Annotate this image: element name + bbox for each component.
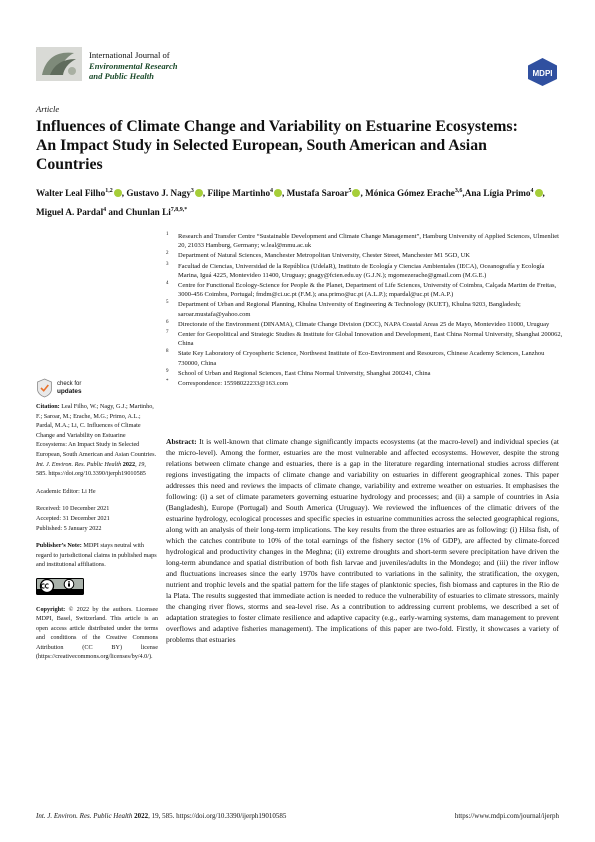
affiliation-list xyxy=(166,232,566,389)
received-date: Received: 10 December 2021 xyxy=(36,505,110,513)
author-affiliation-sup: 7,8,9,* xyxy=(170,207,188,214)
orcid-icon[interactable] xyxy=(195,189,203,197)
author-separator: , xyxy=(542,188,545,199)
published-date: Published: 5 January 2022 xyxy=(36,524,102,532)
check-for-updates-button[interactable] xyxy=(36,378,158,398)
accepted-date: Accepted: 31 December 2021 xyxy=(36,514,110,522)
affiliation-item xyxy=(166,379,566,388)
citation-doi-link[interactable]: , 585. https://doi.org/10.3390/ijerph19010585 xyxy=(36,460,146,478)
affiliation-text: Research and Transfer Centre “Sustainable Development and Climate Change Management”, Hamburg University of Applied Sciences, Ulmenliet 20, 21033 Hamburg, Germany; w.leal@mmu.ac.uk xyxy=(178,233,559,250)
publisher-note-text: MDPI stays neutral with regard to jurisdictional claims in published maps and institutional affiliations. xyxy=(36,542,157,569)
affiliation-number: 6 xyxy=(166,319,169,325)
affiliation-item xyxy=(166,349,566,367)
author-affiliation-sup: 5 xyxy=(348,188,352,194)
author-separator: , xyxy=(360,188,366,199)
dates-block xyxy=(36,504,158,533)
affiliation-text: Center for Geopolitical and Strategic Studies & Institute for Global Innovation and Development, East China Normal University, Shanghai 200062, China xyxy=(178,331,563,348)
affiliation-text: Department of Natural Sciences, Manchester Metropolitan University, Chester Street, Manchester M1 5GD, UK xyxy=(178,252,470,260)
article-sidebar xyxy=(36,378,158,662)
author-affiliation-sup: 1,2 xyxy=(105,188,113,194)
author-name: Miguel A. Pardal xyxy=(36,207,104,218)
author-list xyxy=(36,183,566,221)
affiliation-item xyxy=(166,320,566,329)
author-name: Ana Lígia Primo xyxy=(464,188,531,199)
publisher-note xyxy=(36,541,158,570)
affiliation-number: 7 xyxy=(166,330,169,336)
journal-name xyxy=(89,50,178,82)
orcid-icon[interactable] xyxy=(535,189,543,197)
author-name: Gustavo J. Nagy xyxy=(126,188,191,199)
citation-block: Citation: Leal Filho, W.; Nagy, G.J.; Martinho, F.; Saroar, M.; Erache, M.G.; Primo, A.L.; Pardal, M.A.; Li, C. Influences of Climate Change and Variability on Estuarine Ecosystems: An Impact Study in Selected European, South American and Asian Countries. Int. J. Environ. Res. Public Health 2022, 19, 585. https://doi.org/10.3390/ijerph19010585 xyxy=(36,403,157,478)
footer-year: 2022 xyxy=(134,812,149,820)
affiliation-item xyxy=(166,300,566,318)
author-separator: , xyxy=(202,188,208,199)
abstract-text: It is well-known that climate change significantly impacts ecosystems (at the macro-level) and individual species (at the micro-level). Among the former, estuaries are the most vulnerable and affected ecosystems. However, despite the strong relations between climate change and estuaries, there is a gap in the literature regarding international studies across different regions investigating the impacts of climate change and variability on estuaries in different geographical zones. This paper addresses this need and reviews the impacts of climate change, variability and extreme weather on estuaries. It emphasises the following: (i) a set of climate parameters governing estuarine hydrology and processes; and (ii) a sample of countries in Asia (Bangladesh), Europe (Portugal) and South America (Uruguay). We reviewed the influences of the climatic drivers of the estuarine hydrology, ecological processes and specific species in estuarine communities across the selected geographical regions, along with an analysis of their long-term implications. The key results from the three estuaries are as following: (i) Hilsa fish, of which the catches contribute to 10% of the total earnings of the fishery sector (1% of GDP), are affected by climate-forced hydrological and productivity changes in the Meghna; (ii) extreme droughts and short-term severe precipitation have driven the long-term abundance and spatial distribution of both fish larvae and juveniles/adults in the Mondego; and (iii) the river inflow and fluctuations increases since the early 1970s have contributed to variations in the salinity, the stratification, the oxygen, nutrient and trophic levels and the spatial pattern for the life stages of planktonic species, fish biomass and captures in the Rio de la Plata. The results suggested that immediate action is needed to reduce the vulnerability of estuaries to climate stressors, mainly the changing river flows, storms and sea-level rise. As a contribution to addressing current problems, we described a set of adaptation strategies to foster climate resilience and adaptive capacity (e.g., early-warning systems, dam management to prevent overflows and adaptive fisheries management). The implications of this paper are two-fold. Firstly, it showcases a variety of problems that estuaries xyxy=(166,437,559,644)
affiliation-item xyxy=(166,232,566,250)
citation-year: 2022 xyxy=(122,460,136,468)
academic-editor: Academic Editor: Li He xyxy=(36,487,96,495)
footer-journal: Int. J. Environ. Res. Public Health xyxy=(36,812,133,820)
author-separator: and xyxy=(106,207,126,218)
author-name: Filipe Martinho xyxy=(207,188,271,199)
author-name: Walter Leal Filho xyxy=(36,188,106,199)
article-type: Article xyxy=(36,104,60,114)
abstract-label: Abstract: xyxy=(166,437,197,446)
citation-volume: 19 xyxy=(138,460,145,468)
author-separator: , xyxy=(121,188,127,199)
affiliation-text: Facultad de Ciencias, Universidad de la República (UdelaR), Instituto de Ecología y Ciencias Ambientales (IECA), Oceanografía y Ecología Marina, Iguá 4225, Montevideo 11400, Uruguay; gnagy@fcien.edu.uy (G.J.N.); mgomezerache@gmail.com (M.G.E.) xyxy=(178,262,545,279)
affiliation-text: School of Urban and Regional Sciences, East China Normal University, Shanghai 200241, China xyxy=(178,369,431,377)
affiliation-number: 4 xyxy=(166,281,169,287)
author-separator: , xyxy=(462,188,465,199)
journal-name-line2: Environmental Research xyxy=(89,60,178,71)
author-affiliation-sup: 4 xyxy=(530,188,534,194)
affiliation-number: 3 xyxy=(166,261,169,267)
journal-name-line3: and Public Health xyxy=(89,71,154,81)
mdpi-logo-text: MDPI xyxy=(532,69,553,78)
article-title: Influences of Climate Change and Variability on Estuarine Ecosystems: An Impact Study in Selected European, South American and Asian Countries xyxy=(36,118,518,173)
citation-label: Citation: xyxy=(36,403,60,410)
check-for-updates-icon xyxy=(36,378,53,398)
cc-by-license-icon[interactable] xyxy=(36,578,84,595)
affiliation-number: 5 xyxy=(166,300,169,306)
affiliation-item xyxy=(166,330,566,348)
copyright-block xyxy=(36,605,158,663)
author-name: Mustafa Saroar xyxy=(286,188,349,199)
affiliation-number: 1 xyxy=(166,232,169,237)
affiliation-text: Centre for Functional Ecology-Science for People & the Planet, Department of Life Sciences, University of Coimbra, Calçada Martim de Freitas, 3000-456 Coimbra, Portugal; fmdm@ci.uc.pt (F.M.); ana.primo@uc.pt (A.L.P.); mpardal@uc.pt (M.A.P.) xyxy=(178,282,557,299)
author-name: Mónica Gómez Erache xyxy=(365,188,455,199)
affiliation-item xyxy=(166,251,566,260)
copyright-text: © 2022 by the authors. Licensee MDPI, Basel, Switzerland. This article is an open access article distributed under the terms and conditions of the Creative Commons Attribution (CC BY) license (https://creativecommons.org/licenses/by/4.0/). xyxy=(36,605,158,661)
affiliation-item xyxy=(166,262,566,280)
footer-citation xyxy=(36,812,286,820)
journal-header xyxy=(36,47,559,87)
citation-text: Leal Filho, W.; Nagy, G.J.; Martinho, F.; Saroar, M.; Erache, M.G.; Primo, A.L.; Pardal, M.A.; Li, C. Influences of Climate Change and Variability on Estuarine Ecosystems: An Impact Study in Selected European, South American and Asian Countries. xyxy=(36,403,157,458)
affiliation-item xyxy=(166,369,566,378)
affiliation-number: 9 xyxy=(166,368,169,374)
orcid-icon[interactable] xyxy=(114,189,122,197)
affiliation-item xyxy=(166,281,566,299)
affiliation-number: 8 xyxy=(166,349,169,355)
author-name: Chunlan Li xyxy=(125,207,171,218)
footer-journal-url[interactable]: https://www.mdpi.com/journal/ijerph xyxy=(454,812,559,820)
citation-journal: Int. J. Environ. Res. Public Health xyxy=(36,460,122,468)
orcid-icon[interactable] xyxy=(274,189,282,197)
journal-name-line1: International Journal of xyxy=(89,50,170,60)
author-affiliation-sup: 4 xyxy=(103,207,107,214)
check-line2: updates xyxy=(57,387,82,395)
abstract xyxy=(166,436,559,645)
author-separator: , xyxy=(282,188,287,199)
author-affiliation-sup: 3,6 xyxy=(454,188,463,194)
author-affiliation-sup: 4 xyxy=(270,188,274,194)
affiliation-text: State Key Laboratory of Cryospheric Science, Northwest Institute of Eco-Environment and Resources, Chinese Academy Sciences, Lanzhou 730000, China xyxy=(178,350,545,367)
affiliation-number: 2 xyxy=(166,251,169,257)
footer-doi-link[interactable]: , 19, 585. https://doi.org/10.3390/ijerph19010585 xyxy=(148,812,287,820)
mdpi-logo-icon[interactable] xyxy=(526,57,559,87)
affiliation-number: * xyxy=(166,379,169,385)
author-affiliation-sup: 3 xyxy=(190,188,194,194)
check-line1: check for xyxy=(57,380,82,387)
affiliation-text: Directorate of the Environment (DINAMA), Climate Change Division (DCC), NAPA Coastal Areas 25 de Mayo, Montevideo 11000, Uruguay xyxy=(178,320,550,328)
publisher-note-label: Publisher’s Note: xyxy=(36,542,82,550)
journal-logo-icon xyxy=(36,47,82,81)
affiliation-text: Correspondence: 15598022233@163.com xyxy=(178,380,288,388)
affiliation-text: Department of Urban and Regional Planning, Khulna University of Engineering & Technology (KUET), Khulna 9203, Bangladesh; saroar.mustafa@yahoo.com xyxy=(178,301,521,318)
copyright-label: Copyright: xyxy=(36,605,66,613)
check-for-updates-label xyxy=(57,381,82,396)
